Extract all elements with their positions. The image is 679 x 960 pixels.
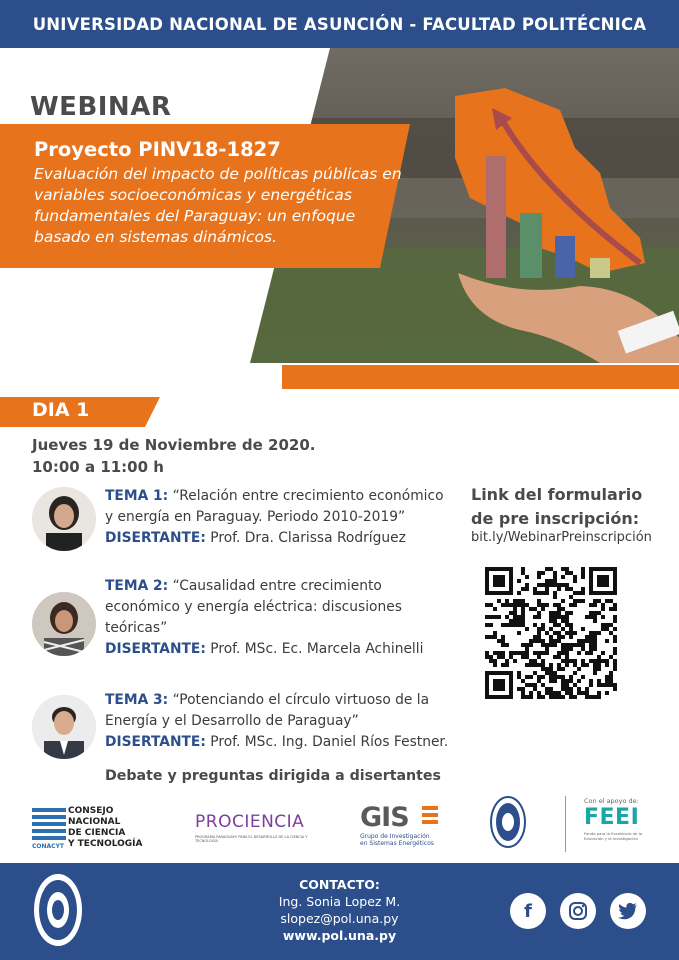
contact-title: CONTACTO:	[299, 877, 380, 892]
speaker-name: Prof. Dra. Clarissa Rodríguez	[210, 530, 406, 546]
tema-label: TEMA 2:	[105, 578, 169, 594]
speaker-name: Prof. MSc. Ec. Marcela Achinelli	[210, 641, 424, 657]
speaker-label: DISERTANTE:	[105, 734, 206, 750]
registration-link[interactable]: bit.ly/WebinarPreinscripción	[471, 530, 652, 545]
twitter-icon[interactable]	[610, 893, 646, 929]
contact-email[interactable]: slopez@pol.una.py	[280, 911, 399, 926]
registration-title	[471, 483, 642, 531]
registration-title-line2: de pre inscripción:	[471, 509, 640, 528]
speaker-avatar	[32, 592, 96, 656]
feei-subtitle: Fondo para la Excelencia de la Educación y la Investigación	[584, 831, 642, 841]
registration-title-line1: Link del formulario	[471, 485, 643, 504]
conacyt-logo	[32, 806, 162, 850]
speaker-label: DISERTANTE:	[105, 641, 206, 657]
tema-text: “Relación entre crecimiento económico y energía en Paraguay. Periodo 2010-2019”	[105, 488, 444, 525]
gis-text: GIS	[360, 802, 409, 833]
conacyt-abbr: CONACYT	[32, 843, 65, 850]
university-title: UNIVERSIDAD NACIONAL DE ASUNCIÓN - FACULTAD POLITÉCNICA	[32, 14, 647, 34]
feei-text: FEEI	[584, 805, 640, 830]
gis-subtitle: en Sistemas Energéticos	[360, 840, 434, 847]
prociencia-text: PROCIENCIA	[195, 812, 305, 832]
contact-website[interactable]: www.pol.una.py	[282, 928, 397, 943]
contact-name: Ing. Sonia Lopez M.	[278, 894, 401, 909]
speaker-avatar	[32, 695, 96, 759]
project-title: Proyecto PINV18-1827	[34, 138, 281, 161]
qr-code[interactable]	[485, 567, 617, 699]
project-description: Evaluación del impacto de políticas públicas en variables socioeconómicas y energéticas fundamentales del Paraguay: un enfoque basado en sistemas dinámicos.	[34, 165, 402, 246]
conacyt-text: CONSEJO NACIONAL	[68, 806, 121, 827]
event-datetime	[32, 434, 315, 478]
una-seal-icon	[490, 796, 526, 848]
feei-logo	[584, 797, 664, 841]
webinar-label: WEBINAR	[30, 92, 172, 122]
speaker-avatar	[32, 487, 96, 551]
orange-divider	[282, 365, 679, 389]
facebook-icon[interactable]: f	[510, 893, 546, 929]
tema-text: “Causalidad entre crecimiento económico y energía eléctrica: discusiones teóricas”	[105, 578, 402, 636]
header-bar	[0, 0, 679, 48]
conacyt-text: DE CIENCIA	[68, 828, 126, 838]
event-time: 10:00 a 11:00 h	[32, 458, 164, 476]
debate-note: Debate y preguntas dirigida a disertantes	[105, 768, 441, 784]
tema-label: TEMA 1:	[105, 488, 169, 504]
gis-subtitle: Grupo de Investigación	[360, 833, 430, 840]
talk-2	[105, 576, 450, 660]
speaker-name: Prof. MSc. Ing. Daniel Ríos Festner.	[210, 734, 449, 750]
talk-1	[105, 486, 450, 549]
event-date: Jueves 19 de Noviembre de 2020.	[32, 436, 316, 454]
gis-logo	[360, 802, 460, 848]
logo-divider	[565, 796, 566, 852]
day-label: DIA 1	[32, 399, 90, 421]
speaker-label: DISERTANTE:	[105, 530, 206, 546]
tema-label: TEMA 3:	[105, 692, 169, 708]
feei-support-text: Con el apoyo de:	[584, 797, 639, 805]
prociencia-logo	[195, 812, 325, 846]
conacyt-icon	[32, 808, 66, 844]
conacyt-text: Y TECNOLOGÍA	[68, 839, 143, 849]
tema-text: “Potenciando el círculo virtuoso de la Energía y el Desarrollo de Paraguay”	[105, 692, 430, 729]
bolt-icon	[422, 804, 440, 828]
instagram-icon[interactable]	[560, 893, 596, 929]
talk-3	[105, 690, 450, 753]
prociencia-subtitle: PROGRAMA PARAGUAYO PARA EL DESARROLLO DE LA CIENCIA Y TECNOLOGÍA	[195, 835, 308, 843]
